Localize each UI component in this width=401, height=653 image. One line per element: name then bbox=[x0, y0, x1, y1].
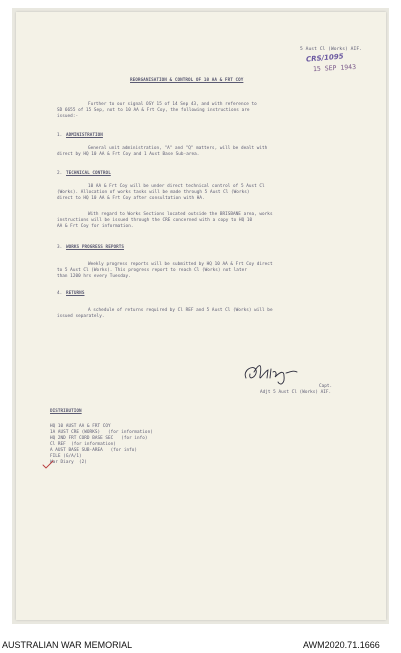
footer-catalog-id: AWM2020.71.1666 bbox=[303, 640, 380, 650]
footer-institution: AUSTRALIAN WAR MEMORIAL bbox=[2, 640, 133, 650]
section-2-line-4: With regard to Works Sections located outside the BRISBANE area, works bbox=[88, 212, 273, 217]
section-3-line-2: to 5 Aust Cl (Works). This progress report to reach Cl (Works) not later bbox=[57, 268, 247, 273]
section-3-line-3: than 1200 hrs every Tuesday. bbox=[57, 274, 131, 279]
section-2-line-3: direct to HQ 10 AA & Frt Coy after consultation with HA. bbox=[57, 196, 205, 201]
distribution-heading: DISTRIBUTION bbox=[50, 409, 82, 414]
checkmark-annotation bbox=[42, 460, 54, 470]
distribution-line-3: HQ 2ND FRT CORD BASE SEC (for info) bbox=[50, 436, 148, 441]
distribution-line-1: HQ 10 AUST AA & FRT COY bbox=[50, 424, 111, 429]
handwritten-signature bbox=[240, 360, 300, 386]
distribution-line-2: 1A AUST CRE (WORKS) (for information) bbox=[50, 430, 153, 435]
section-1-line-2: direct by HQ 10 AA & Frt Coy and 1 Aust Base Sub-area. bbox=[57, 152, 200, 157]
section-3-line-1: Weekly progress reports will be submitted by HQ 10 AA & Frt Coy direct bbox=[88, 262, 273, 267]
date-stamp: 15 SEP 1943 bbox=[312, 62, 357, 74]
section-1-line-1: General unit administration, "A" and "Q" matters, will be dealt with bbox=[88, 146, 268, 151]
signature-title: Adjt 5 Aust Cl (Works) AIF. bbox=[260, 390, 332, 395]
section-4-number: 4. bbox=[57, 291, 63, 296]
section-2-heading: TECHNICAL CONTROL bbox=[66, 171, 111, 176]
section-3-number: 3. bbox=[57, 245, 63, 250]
section-2-line-6: AA & Frt Coy for information. bbox=[57, 224, 134, 229]
unit-reference: 5 Aust Cl (Works) AIF. bbox=[300, 47, 362, 52]
distribution-line-7: War Diary (2) bbox=[50, 460, 87, 465]
intro-line-1: Further to our signal OSY 15 of 14 Sep 43, and with reference to bbox=[88, 102, 257, 107]
distribution-line-6: FILE (G/A/1) bbox=[50, 454, 82, 459]
section-1-heading: ADMINISTRATION bbox=[66, 133, 103, 138]
document-title: REORGANISATION & CONTROL OF 10 AA & FRT COY bbox=[130, 78, 244, 83]
distribution-line-4: Cl REF (for information) bbox=[50, 442, 116, 447]
section-1-number: 1. bbox=[57, 133, 63, 138]
signature-rank: Capt. bbox=[319, 384, 333, 389]
section-2-line-1: 10 AA & Frt Coy will be under direct technical control of 5 Aust Cl bbox=[88, 184, 265, 189]
section-3-heading: WORKS PROGRESS REPORTS bbox=[66, 245, 125, 250]
section-4-line-2: issued separately. bbox=[57, 314, 105, 319]
section-2-number: 2. bbox=[57, 171, 63, 176]
distribution-line-5: A AUST BASE SUB-AREA (for info) bbox=[50, 448, 138, 453]
section-2-line-2: (Works). Allocation of works tasks will be made through 5 Aust Cl (Works) bbox=[57, 190, 250, 195]
reference-stamp: CRS/1095 bbox=[305, 52, 344, 64]
section-2-line-5: instructions will be issued through the CRE concerned with a copy to HQ 10 bbox=[57, 218, 253, 223]
intro-line-3: issued:- bbox=[57, 114, 79, 119]
section-4-line-1: A schedule of returns required by Cl REF and 5 Aust Cl (Works) will be bbox=[88, 308, 273, 313]
section-4-heading: RETURNS bbox=[66, 291, 85, 296]
intro-line-2: SD 6655 of 15 Sep, not to 10 AA & Frt Coy, the following instructions are bbox=[57, 108, 250, 113]
